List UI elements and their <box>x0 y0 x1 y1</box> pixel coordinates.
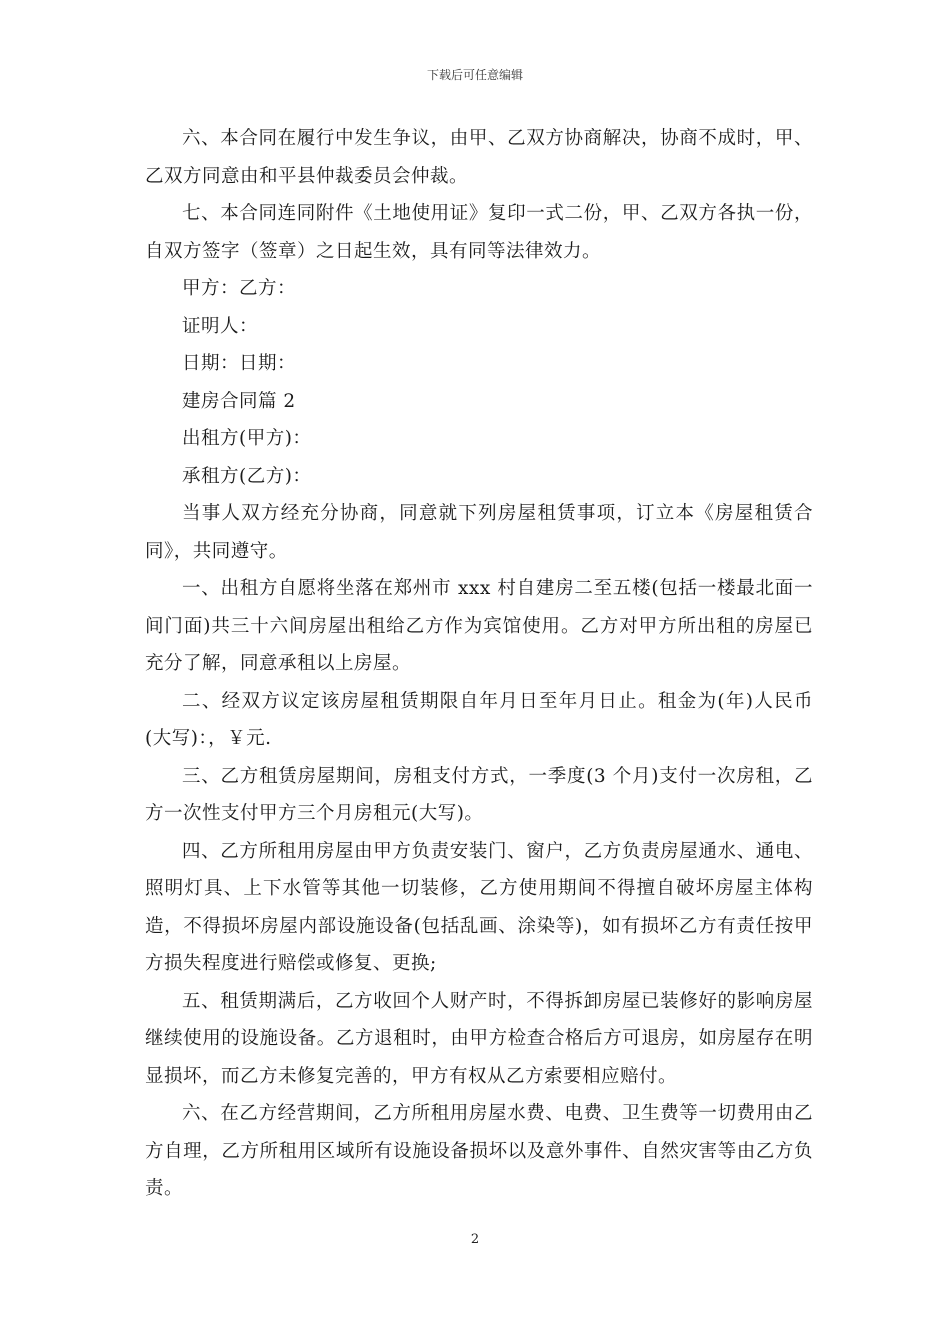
document-body <box>145 120 813 1208</box>
clause-3-payment: 三、乙方租赁房屋期间，房租支付方式，一季度(3 个月)支付一次房租，乙方一次性支付甲方三个月房租元(大写)。 <box>145 765 813 824</box>
signature-witness: 证明人： <box>182 315 259 337</box>
clause-6-dispute: 六、本合同在履行中发生争议，由甲、乙双方协商解决，协商不成时，甲、乙双方同意由和平县仲裁委员会仲裁。 <box>145 128 813 187</box>
page-header: 下载后可任意编辑 <box>426 68 523 82</box>
preamble: 当事人双方经充分协商，同意就下列房屋租赁事项，订立本《房屋租赁合同》，共同遵守。 <box>145 503 813 562</box>
page-number: 2 <box>470 1232 480 1247</box>
clause-2-term-rent: 二、经双方议定该房屋租赁期限自年月日至年月日止。租金为(年)人民币(大写)：，￥元. <box>145 690 813 749</box>
clause-4-renovation: 四、乙方所租用房屋由甲方负责安装门、窗户，乙方负责房屋通水、通电、照明灯具、上下水管等其他一切装修，乙方使用期间不得擅自破坏房屋主体构造，不得损坏房屋内部设施设备(包括乱画、涂染等)，如有损坏乙方有责任按甲方损失程度进行赔偿或修复、更换; <box>145 840 813 974</box>
clause-5-expiry: 五、租赁期满后，乙方收回个人财产时，不得拆卸房屋已装修好的影响房屋继续使用的设施设备。乙方退租时，由甲方检查合格后方可退房，如房屋存在明显损坏，而乙方未修复完善的，甲方有权从乙方索要相应赔付。 <box>145 990 813 1087</box>
clause-7-effect: 七、本合同连同附件《土地使用证》复印一式二份，甲、乙双方各执一份，自双方签字（签章）之日起生效，具有同等法律效力。 <box>145 203 813 262</box>
signature-parties: 甲方：乙方： <box>182 278 297 299</box>
clause-6-expenses: 六、在乙方经营期间，乙方所租用房屋水费、电费、卫生费等一切费用由乙方自理，乙方所租用区域所有设施设备损坏以及意外事件、自然灾害等由乙方负责。 <box>145 1103 813 1199</box>
signature-dates: 日期：日期： <box>182 353 297 374</box>
lessee-line: 承租方(乙方)： <box>182 465 312 487</box>
clause-1-premises: 一、出租方自愿将坐落在郑州市 xxx 村自建房二至五楼(包括一楼最北面一间门面)共三十六间房屋出租给乙方作为宾馆使用。乙方对甲方所出租的房屋已充分了解，同意承租以上房屋。 <box>145 578 813 674</box>
section-title: 建房合同篇 2 <box>182 390 296 412</box>
lessor-line: 出租方(甲方)： <box>182 428 312 449</box>
